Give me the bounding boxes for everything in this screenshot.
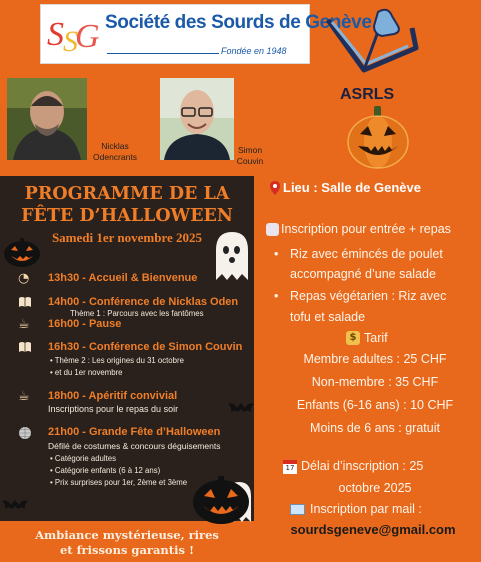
schedule-sub-4-1: • Thème 2 : Les origines du 31 octobre xyxy=(50,356,184,365)
schedule-time-3: 16h00 - Pause xyxy=(48,318,122,330)
footer-line2: et frissons garantis ! xyxy=(59,543,195,557)
ghost-icon xyxy=(210,230,252,282)
location-text: Lieu : Salle de Genève xyxy=(283,180,421,195)
deadline-text-a: Délai d’inscription : 25 xyxy=(301,459,424,473)
program-title xyxy=(0,183,254,227)
svg-text:G: G xyxy=(75,18,100,55)
nicklas-last-name: Odencrants xyxy=(93,152,137,162)
asrls-logo-icon xyxy=(320,4,420,88)
price-2: Non-membre : 35 CHF xyxy=(311,375,439,389)
schedule-sub-5-1: Inscriptions pour le repas du soir xyxy=(48,404,179,414)
ssg-title: Société des Sourds de Genève xyxy=(105,12,372,33)
schedule-sub-6-4: • Prix surprises pour 1er, 2ème et 3ème xyxy=(50,478,188,487)
footer-line1: Ambiance mystérieuse, rires xyxy=(35,528,219,542)
deadline-text-b: octobre 2025 xyxy=(338,481,412,495)
location-pin-icon xyxy=(270,180,280,199)
schedule-sub-6-2: • Catégorie adultes xyxy=(50,454,117,463)
schedule-sub-4-2: • et du 1er novembre xyxy=(50,368,123,377)
price-3: Enfants (6-16 ans) : 10 CHF xyxy=(296,398,454,412)
bat-icon-left xyxy=(2,496,28,512)
svg-text:S: S xyxy=(63,25,78,58)
jack-o-lantern-icon xyxy=(344,104,412,170)
program-title-line1: PROGRAMME DE LA xyxy=(24,184,230,204)
program-date: Samedi 1er novembre 2025 xyxy=(51,230,203,245)
money-bag-icon: $ xyxy=(346,331,360,345)
coffee-icon: ☕ xyxy=(18,317,30,332)
ssg-logo xyxy=(40,4,372,64)
menu-item-2a: Repas végétarien : Riz avec xyxy=(290,289,447,303)
nicklas-caption xyxy=(86,141,144,163)
schedule-time-5: 18h00 - Apéritif convivial xyxy=(48,390,178,402)
ssg-subtitle: Fondée en 1948 xyxy=(221,46,287,56)
bullet-dot-1: • xyxy=(274,247,279,261)
book-icon xyxy=(18,341,32,353)
disco-ball-icon xyxy=(18,426,32,440)
price-4: Moins de 6 ans : gratuit xyxy=(310,421,440,435)
menu-item-1b: accompagné d’une salade xyxy=(290,267,436,281)
ssg-underline xyxy=(107,53,219,54)
simon-photo xyxy=(160,78,234,160)
schedule-sub-2-1: Thème 1 : Parcours avec les fantômes xyxy=(70,309,204,318)
menu-item-1a: Riz avec émincés de poulet xyxy=(290,247,443,261)
calendar-icon: 17 xyxy=(283,460,297,474)
envelope-icon xyxy=(290,504,305,515)
simon-last-name: Couvin xyxy=(236,156,264,166)
nicklas-photo xyxy=(7,78,87,160)
asrls-label: ASRLS xyxy=(340,86,395,103)
program-footer xyxy=(0,528,254,558)
bullet-dot-2: • xyxy=(274,289,279,303)
svg-text:S: S xyxy=(47,16,64,53)
pumpkin-icon xyxy=(2,234,42,268)
email-link[interactable]: sourdsgeneve@gmail.com xyxy=(290,522,456,537)
menu-item-2b: tofu et salade xyxy=(290,310,366,324)
schedule-time-4: 16h30 - Conférence de Simon Couvin xyxy=(48,341,243,353)
tea-icon: ☕ xyxy=(18,389,30,404)
simon-caption xyxy=(230,145,270,167)
schedule-sub-6-3: • Catégorie enfants (6 à 12 ans) xyxy=(50,466,161,475)
schedule-time-6: 21h00 - Grande Fête d’Halloween xyxy=(48,426,221,438)
jack-o-lantern-dark-icon xyxy=(190,470,252,526)
ssg-letters-logo xyxy=(45,7,105,59)
book-icon xyxy=(18,296,32,308)
nicklas-first-name: Nicklas xyxy=(101,141,129,151)
schedule-time-2: 14h00 - Conférence de Nicklas Oden xyxy=(48,296,239,308)
simon-first-name: Simon xyxy=(237,145,263,155)
program-title-line2: FÊTE D’HALLOWEEN xyxy=(21,206,233,226)
bowl-icon xyxy=(266,223,279,236)
schedule-time-1: 13h30 - Accueil & Bienvenue xyxy=(48,272,198,284)
mail-label: Inscription par mail : xyxy=(310,502,422,516)
tarif-heading: Tarif xyxy=(364,331,388,345)
clock-icon: ◔ xyxy=(18,271,30,286)
schedule-sub-6-1: Défilé de costumes & concours déguisements xyxy=(48,441,221,451)
inscription-text: Inscription pour entrée + repas xyxy=(281,222,451,236)
bat-icon xyxy=(228,400,254,414)
price-1: Membre adultes : 25 CHF xyxy=(303,352,447,366)
